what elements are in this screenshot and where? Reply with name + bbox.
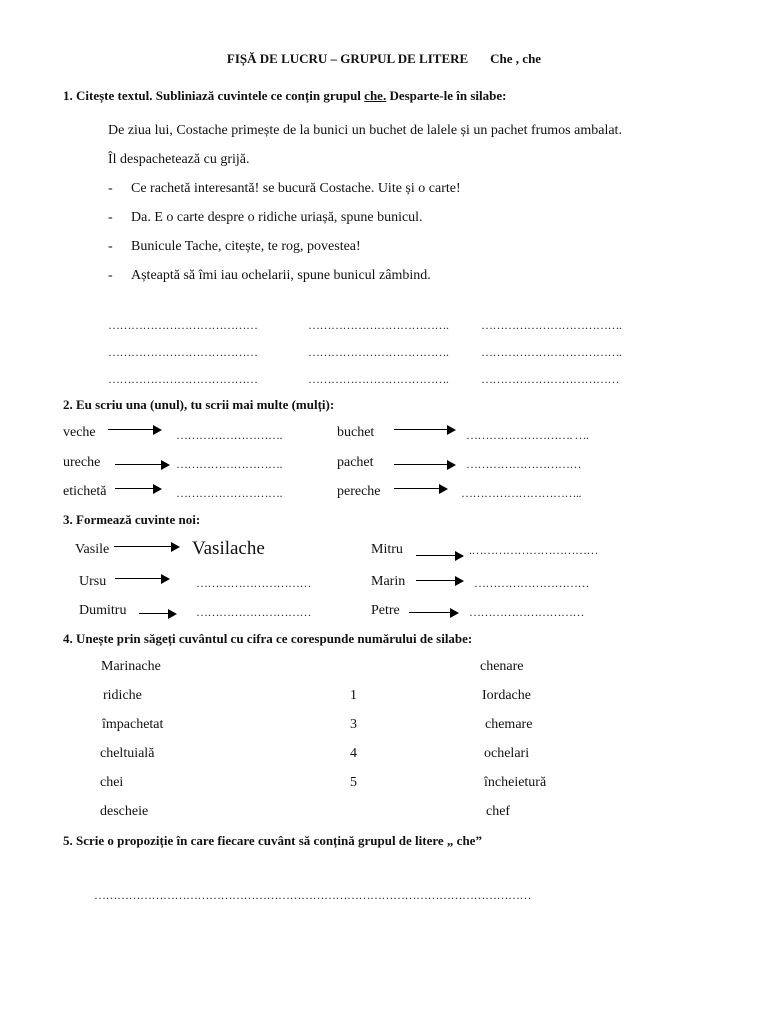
ex1-heading (63, 88, 506, 104)
ex4-word-left[interactable]: ridiche (103, 688, 142, 703)
dialog-text: Da. E o carte despre o ridiche uriașă, spune bunicul. (131, 210, 423, 225)
worksheet-title (0, 51, 768, 67)
answer-line[interactable]: ………………………………. (481, 345, 622, 359)
answer-line[interactable]: ………………………………… (108, 372, 258, 386)
ex1-text-line: De ziua lui, Costache primește de la bunici un buchet de lalele și un pachet frumos ambalat. (108, 123, 622, 138)
answer-line[interactable]: .…………………………… (469, 543, 598, 557)
dialog-text: Ce rachetă interesantă! se bucură Costache. Uite și o carte! (131, 181, 461, 196)
ex3-name: Dumitru (79, 603, 127, 618)
ex4-heading: 4. Unește prin săgeți cuvântul cu cifra ce corespunde numărului de silabe: (63, 631, 473, 646)
dialog-text: Așteaptă să îmi iau ochelarii, spune bunicul zâmbind. (131, 268, 431, 283)
ex2-heading: 2. Eu scriu una (unul), tu scrii mai multe (mulți): (63, 397, 335, 412)
answer-line[interactable]: ………………………………. (481, 318, 622, 332)
dialog-dash: - (108, 239, 113, 254)
ex4-word-left[interactable]: împachetat (102, 717, 164, 732)
answer-line[interactable]: ………………………………. (308, 345, 449, 359)
answer-line[interactable]: ………………………………… (108, 318, 258, 332)
ex4-word-right[interactable]: chemare (485, 717, 533, 732)
ex1-dialog-line (108, 268, 431, 284)
answer-line[interactable]: ………………………. (176, 486, 282, 500)
arrow-icon (416, 576, 464, 586)
ex4-word-left[interactable]: cheltuială (100, 746, 155, 761)
ex1-heading-underlined: che. (364, 88, 387, 103)
dialog-dash: - (108, 268, 113, 283)
ex3-example-answer: Vasilache (192, 538, 265, 559)
arrow-icon (115, 460, 170, 470)
ex2-word: ureche (63, 455, 101, 470)
ex1-dialog-line (108, 181, 461, 197)
ex4-word-left[interactable]: descheie (100, 804, 149, 819)
answer-line[interactable]: ………………………… (196, 605, 311, 619)
dialog-dash: - (108, 210, 113, 225)
answer-line[interactable]: ………………………………. (308, 318, 449, 332)
ex4-syllable-number[interactable]: 5 (350, 775, 357, 790)
ex4-syllable-number[interactable]: 3 (350, 717, 357, 732)
ex2-word: buchet (337, 425, 375, 440)
ex1-text-line: Îl despachetează cu grijă. (108, 152, 250, 167)
ex1-heading-text-end: Desparte-le în silabe: (386, 88, 507, 103)
answer-line[interactable]: …………………………………………………………………………………………………… (94, 888, 531, 902)
answer-line[interactable]: ………………………… (474, 576, 589, 590)
ex3-name: Ursu (79, 574, 107, 589)
title-main: FIȘĂ DE LUCRU – GRUPUL DE LITERE (226, 51, 469, 66)
ex3-name: Marin (371, 574, 406, 589)
arrow-icon (139, 609, 177, 619)
ex2-word: etichetă (63, 484, 107, 499)
ex4-word-right[interactable]: Iordache (482, 688, 531, 703)
ex1-heading-text: 1. Citește textul. Subliniază cuvintele ce conțin grupul (63, 88, 365, 103)
ex2-word: pachet (337, 455, 374, 470)
ex4-syllable-number[interactable]: 4 (350, 746, 357, 761)
ex3-name: Petre (371, 603, 400, 618)
title-letters: Che , che (490, 51, 542, 66)
ex4-word-right[interactable]: chenare (480, 659, 524, 674)
arrow-icon (115, 484, 162, 494)
ex4-word-right[interactable]: chef (486, 804, 511, 819)
ex3-name: Mitru (371, 542, 403, 557)
arrow-icon (394, 425, 456, 435)
answer-line[interactable]: ………………………… (466, 457, 581, 471)
ex3-heading: 3. Formează cuvinte noi: (63, 512, 201, 527)
ex1-dialog-line (108, 239, 361, 255)
dialog-text: Bunicule Tache, citește, te rog, povestea! (131, 239, 361, 254)
answer-line[interactable]: ………………………… (196, 576, 311, 590)
dialog-dash: - (108, 181, 113, 196)
ex4-syllable-number[interactable]: 1 (350, 688, 357, 703)
arrow-icon (394, 484, 448, 494)
ex2-word: pereche (337, 484, 381, 499)
ex4-word-right[interactable]: ochelari (484, 746, 530, 761)
ex5-heading: 5. Scrie o propoziție în care fiecare cuvânt să conțină grupul de litere „ che” (63, 833, 482, 848)
ex2-word: veche (63, 425, 96, 440)
ex1-dialog-line (108, 210, 423, 226)
arrow-icon (409, 608, 459, 618)
ex3-name: Vasile (75, 542, 110, 557)
answer-line[interactable]: ……………………………… (481, 372, 619, 386)
answer-line[interactable]: ………………………………… (108, 345, 258, 359)
arrow-icon (416, 551, 464, 561)
answer-line[interactable]: ………………………………. (308, 372, 449, 386)
arrow-icon (114, 542, 180, 552)
ex4-word-left[interactable]: Marinache (101, 659, 161, 674)
arrow-icon (115, 574, 170, 584)
answer-line[interactable]: ………………………….. (461, 486, 581, 500)
answer-line[interactable]: ………………………. (176, 457, 282, 471)
ex4-word-left[interactable]: chei (100, 775, 124, 790)
answer-line[interactable]: ………………………. …. (466, 428, 589, 442)
arrow-icon (108, 425, 162, 435)
ex4-word-right[interactable]: încheietură (484, 775, 547, 790)
answer-line[interactable]: ………………………… (469, 605, 584, 619)
answer-line[interactable]: ………………………. (176, 428, 282, 442)
arrow-icon (394, 460, 456, 470)
